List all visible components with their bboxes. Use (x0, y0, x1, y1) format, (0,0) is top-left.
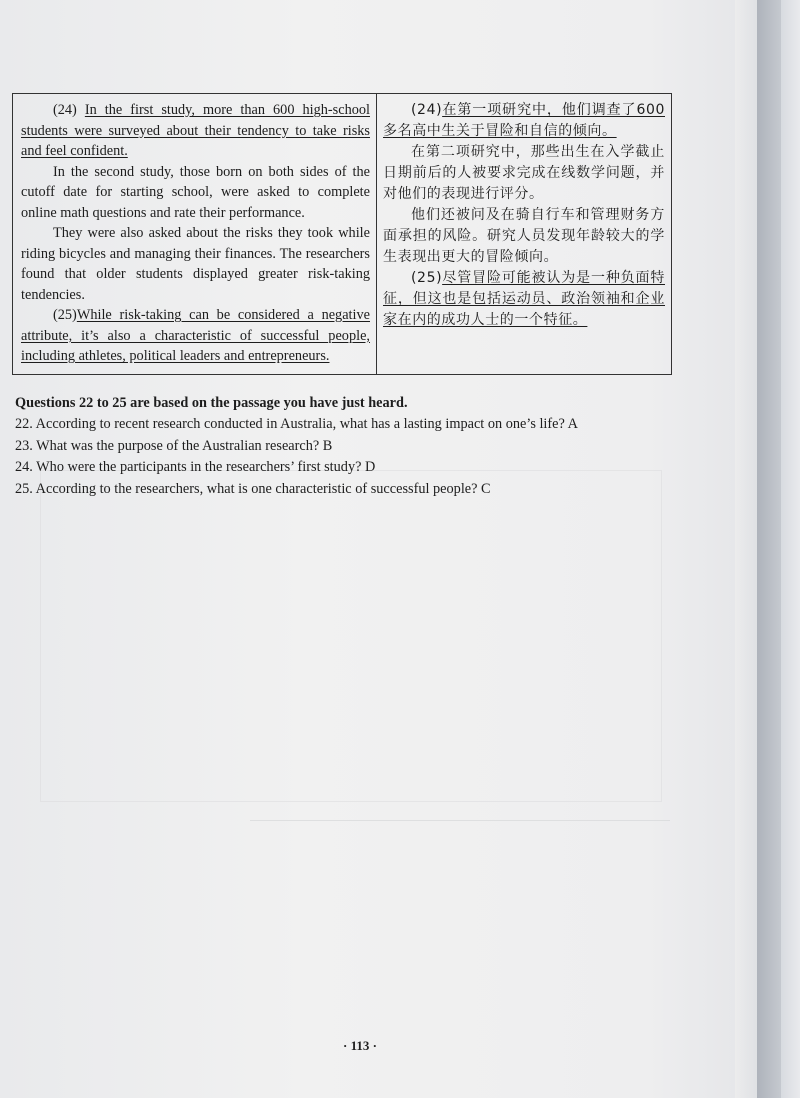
question-item: 22. According to recent research conducted in Australia, what has a lasting impact on one’s life? A (15, 416, 578, 432)
passage-table (12, 93, 672, 375)
english-paragraph-2: In the second study, those born on both sides of the cutoff date for starting school, were asked to complete online math questions and rate their performance. (21, 163, 370, 221)
chinese-column (377, 94, 671, 374)
underlined-sentence: While risk-taking can be considered a negative attribute, it’s also a characteristic of successful people, including athletes, political leaders and entrepreneurs. (21, 307, 370, 364)
question-number: (24) (411, 102, 443, 118)
questions-heading: Questions 22 to 25 are based on the passage you have just heard. (15, 395, 408, 411)
question-number: (24) (53, 102, 77, 118)
page-edge (735, 0, 757, 1098)
english-column (13, 94, 377, 374)
question-item: 23. What was the purpose of the Australian research? B (15, 437, 333, 454)
question-item: 25. According to the researchers, what is one characteristic of successful people? C (15, 480, 491, 497)
chinese-paragraph-4 (383, 268, 665, 331)
chinese-paragraph-2: 在第二项研究中，那些出生在入学截止日期前后的人被要求完成在线数学问题，并对他们的表现进行评分。 (383, 144, 665, 202)
underlined-sentence: In the first study, more than 600 high-school students were surveyed about their tendency to take risks and feel confident. (21, 102, 370, 159)
page-edge (781, 0, 800, 1098)
question-list (15, 414, 675, 500)
english-paragraph-4 (21, 305, 370, 367)
english-paragraph-1 (21, 100, 370, 162)
underlined-sentence: 尽管冒险可能被认为是一种负面特征，但这也是包括运动员、政治领袖和企业家在内的成功人士的一个特征。 (383, 270, 665, 328)
chinese-paragraph-3: 他们还被问及在骑自行车和管理财务方面承担的风险。研究人员发现年龄较大的学生表现出更大的冒险倾向。 (383, 207, 665, 265)
question-item: 24. Who were the participants in the researchers’ first study? D (15, 459, 376, 475)
chinese-paragraph-1 (383, 100, 665, 142)
question-number: (25) (411, 270, 443, 286)
question-number: (25) (53, 307, 77, 323)
underlined-sentence: 在第一项研究中，他们调查了600多名高中生关于冒险和自信的倾向。 (383, 102, 665, 139)
page-edge-shadow (757, 0, 781, 1098)
questions-section (15, 392, 675, 500)
page-number: · 113 · (343, 1038, 377, 1053)
english-paragraph-3: They were also asked about the risks they took while riding bicycles and managing their finances. The researchers found that older students displayed greater risk-taking tendencies. (21, 225, 370, 303)
